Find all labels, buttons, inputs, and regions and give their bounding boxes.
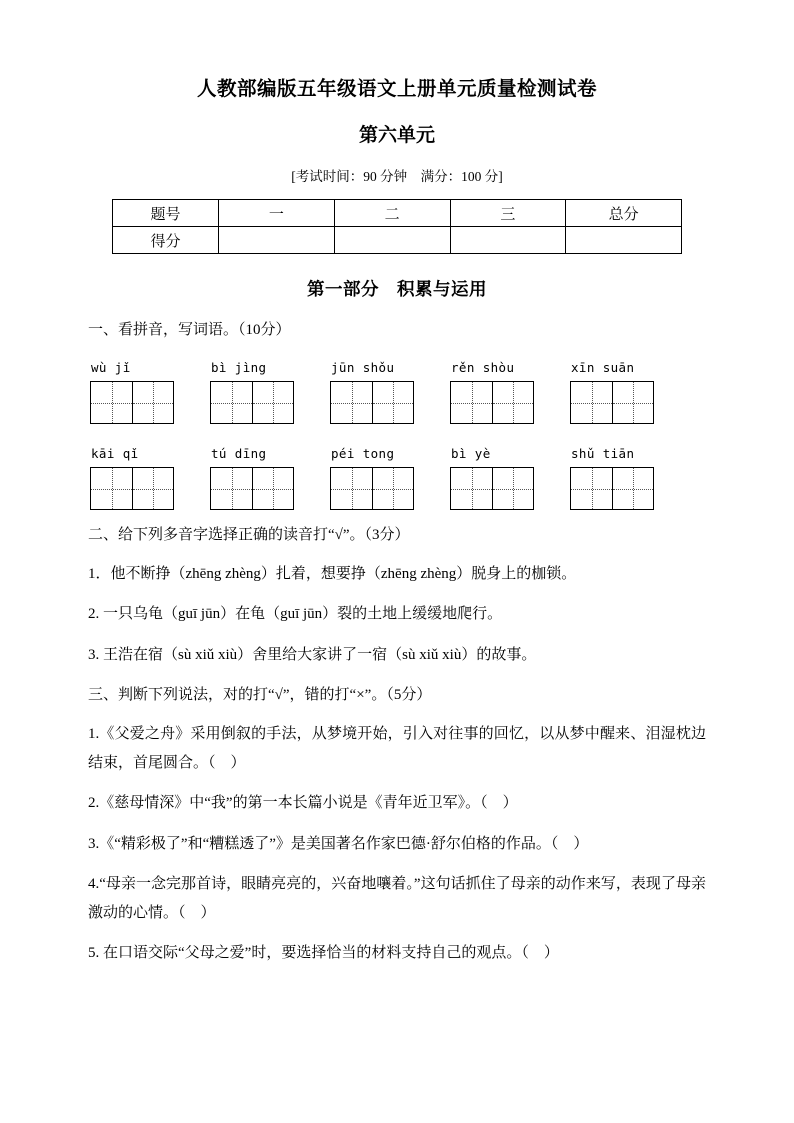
- unit-title: 第六单元: [358, 124, 435, 147]
- section-three-item-5: 5. 在口语交际“父母之爱”时，要选择恰当的材料支持自己的观点。（ ）: [88, 945, 559, 962]
- pinyin-writing-area: [88, 342, 706, 510]
- pinyin-label: xīn suān: [571, 360, 635, 376]
- pinyin-item: [450, 446, 535, 510]
- tianzige-cell[interactable]: [571, 382, 612, 423]
- tianzige-grid[interactable]: [570, 381, 654, 424]
- pinyin-label: shǔ tiān: [571, 446, 635, 462]
- section-two-item-1: 1．他不断挣（zhēng zhèng）扎着，想要挣（zhēng zhèng）脱身上的枷锁。: [88, 566, 577, 583]
- section-three-item-4: 4.“母亲一念完那首诗，眼睛亮亮的，兴奋地嚷着。”这句话抓住了母亲的动作来写，表现了母亲激动的心情。（ ）: [88, 875, 706, 922]
- section-two-heading: 二、给下列多音字选择正确的读音打“√”。（3分）: [88, 527, 410, 544]
- tianzige-cell[interactable]: [331, 468, 372, 509]
- tianzige-cell[interactable]: [612, 382, 653, 423]
- pinyin-item: [210, 446, 295, 510]
- pinyin-item: [330, 360, 415, 424]
- pinyin-label: bì jìng: [211, 360, 267, 376]
- section-three-item-2: 2.《慈母情深》中“我”的第一本长篇小说是《青年近卫军》。（ ）: [88, 795, 518, 812]
- table-row-header: [113, 200, 682, 227]
- tianzige-grid[interactable]: [90, 381, 174, 424]
- tianzige-cell[interactable]: [372, 382, 413, 423]
- score-table: [112, 199, 682, 254]
- tianzige-cell[interactable]: [211, 382, 252, 423]
- score-cell-1[interactable]: [219, 227, 335, 254]
- tianzige-cell[interactable]: [331, 382, 372, 423]
- tianzige-grid[interactable]: [450, 467, 534, 510]
- pinyin-row: [88, 446, 706, 510]
- score-table-container: [88, 185, 706, 254]
- section-two-item-2: 2. 一只乌龟（guī jūn）在龟（guī jūn）裂的土地上缓缓地爬行。: [88, 606, 503, 623]
- table-row: [113, 227, 682, 254]
- score-row-label: 得分: [113, 227, 219, 254]
- table-header-cell: 总分: [566, 200, 682, 227]
- tianzige-cell[interactable]: [492, 382, 533, 423]
- score-cell-total[interactable]: [566, 227, 682, 254]
- section-one-heading: 一、看拼音，写词语。（10分）: [88, 322, 291, 339]
- tianzige-grid[interactable]: [330, 467, 414, 510]
- pinyin-item: [570, 446, 655, 510]
- pinyin-label: péi tong: [331, 446, 395, 462]
- pinyin-label: bì yè: [451, 446, 491, 462]
- pinyin-label: wù jǐ: [91, 360, 131, 376]
- tianzige-cell[interactable]: [132, 382, 173, 423]
- table-header-cell: 一: [219, 200, 335, 227]
- pinyin-label: jūn shǒu: [331, 360, 395, 376]
- table-header-cell: 题号: [113, 200, 219, 227]
- tianzige-grid[interactable]: [330, 381, 414, 424]
- pinyin-label: rěn shòu: [451, 360, 515, 376]
- table-header-cell: 二: [334, 200, 450, 227]
- tianzige-cell[interactable]: [571, 468, 612, 509]
- tianzige-grid[interactable]: [570, 467, 654, 510]
- tianzige-grid[interactable]: [210, 467, 294, 510]
- section-two-item-3: 3. 王浩在宿（sù xiǔ xiù）舍里给大家讲了一宿（sù xiǔ xiù）的故事。: [88, 646, 537, 663]
- tianzige-cell[interactable]: [252, 468, 293, 509]
- tianzige-cell[interactable]: [612, 468, 653, 509]
- tianzige-cell[interactable]: [372, 468, 413, 509]
- section-three-heading: 三、判断下列说法，对的打“√”，错的打“×”。（5分）: [88, 686, 432, 703]
- tianzige-cell[interactable]: [91, 468, 132, 509]
- pinyin-label: kāi qǐ: [91, 446, 139, 462]
- exam-meta: [考试时间：90 分钟 满分：100 分]: [291, 169, 503, 185]
- score-cell-3[interactable]: [450, 227, 566, 254]
- tianzige-cell[interactable]: [252, 382, 293, 423]
- page-title: 人教部编版五年级语文上册单元质量检测试卷: [196, 77, 597, 100]
- tianzige-cell[interactable]: [451, 382, 492, 423]
- tianzige-grid[interactable]: [210, 381, 294, 424]
- pinyin-item: [210, 360, 295, 424]
- tianzige-grid[interactable]: [90, 467, 174, 510]
- score-cell-2[interactable]: [334, 227, 450, 254]
- section-three-item-3: 3.《“精彩极了”和“糟糕透了”》是美国著名作家巴德·舒尔伯格的作品。（ ）: [88, 835, 589, 852]
- pinyin-item: [90, 360, 175, 424]
- part-one-heading: 第一部分 积累与运用: [307, 280, 487, 301]
- pinyin-label: tú dīng: [211, 446, 267, 462]
- table-header-cell: 三: [450, 200, 566, 227]
- tianzige-cell[interactable]: [91, 382, 132, 423]
- tianzige-cell[interactable]: [132, 468, 173, 509]
- section-three-item-1: 1.《父爱之舟》采用倒叙的手法，从梦境开始，引入对往事的回忆，以从梦中醒来、泪湿枕边结束，首尾圆合。（ ）: [88, 725, 706, 772]
- pinyin-item: [450, 360, 535, 424]
- pinyin-item: [90, 446, 175, 510]
- tianzige-cell[interactable]: [451, 468, 492, 509]
- pinyin-row: [88, 360, 706, 424]
- tianzige-cell[interactable]: [492, 468, 533, 509]
- pinyin-item: [330, 446, 415, 510]
- tianzige-grid[interactable]: [450, 381, 534, 424]
- pinyin-item: [570, 360, 655, 424]
- tianzige-cell[interactable]: [211, 468, 252, 509]
